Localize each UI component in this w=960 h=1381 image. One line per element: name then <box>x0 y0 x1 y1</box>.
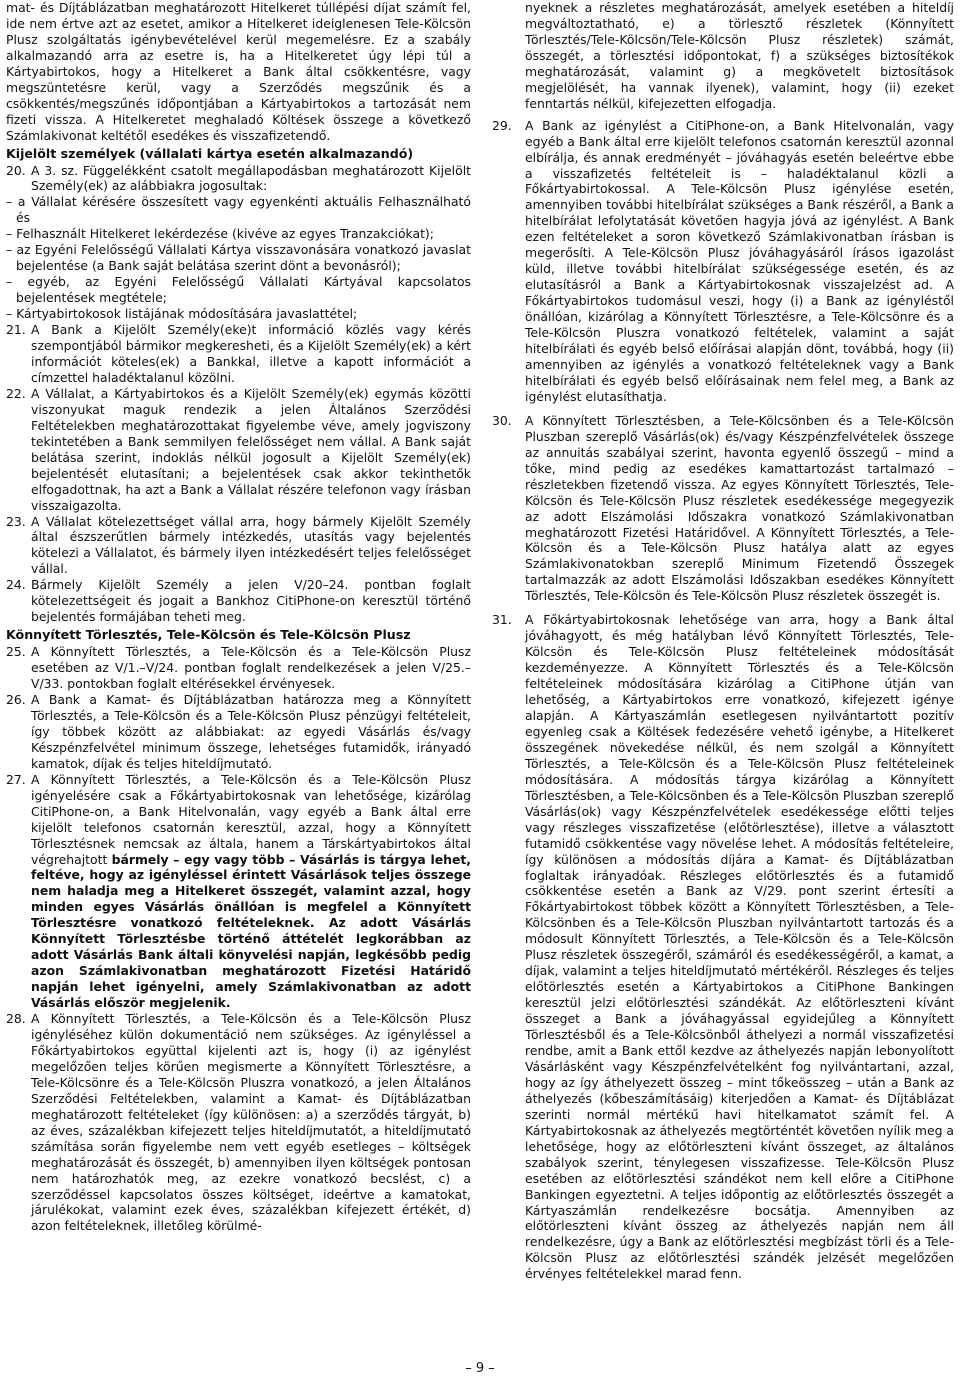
item-number: 22. <box>6 385 26 401</box>
intro-text-1: mat- és Díjtáblázatban meghatározott Hitelkeret túllépési díjat számít fel, ide nem értve azt az esetet, amikor a Hitelkeret ideiglenesen Tele-Kölcsön Plusz szolgáltatás igénybevételével kerül megemelésre. Ez a szabály alkalmazandó arra az esetre is, ha a Hitelkeretet úgy lépi túl a Kártyabirtokos, hogy a Hitelkeret a Bank által csökkentésre, vagy megszüntetésre kerül, vagy a Szerződés megszűnik és a csökkentés/megszűnés időpontjában a Kártyabirtokos a tartozását nem fizeti vissza. <box>6 0 471 127</box>
item-text: A Vállalat kötelezettséget vállal arra, hogy bármely Kijelölt Személy által észszerűtlen bármely intézkedés, utasítás vagy bejelentés kötelezi a Vállalatot, és bármely ilyen intézkedésért teljes felelősséget vállal. <box>31 513 471 577</box>
item-number: 28. <box>6 1011 26 1027</box>
section-heading-konnyitett: Könnyített Törlesztés, Tele-Kölcsön és Tele-Kölcsön Plusz <box>6 627 411 643</box>
bullet-item: – Felhasznált Hitelkeret lekérdezése (kivéve az egyes Tranzakciókat); <box>6 226 434 242</box>
item-number: 26. <box>6 691 26 707</box>
item-text-regular: A Könnyített Törlesztés, a Tele-Kölcsön és a Tele-Kölcsön Plusz igényelésére csak a Főkártyabirtokosnak van lehetősége, kizárólag CitiPhone-on, a Bank Hitelvonalán, vagy egyéb a Bank által erre kijelölt telefonos csatornán keresztül, azzal, hogy a Könnyített Törlesztésnek nemcsak az általa, hanem a Társkártyabirtokos által végrehajtott <box>31 771 471 867</box>
list-item-22 <box>6 386 471 514</box>
list-item-25 <box>6 644 471 692</box>
list-item-28 <box>6 1011 471 1234</box>
list-item-30 <box>492 413 954 604</box>
item-text: A Vállalat, a Kártyabirtokos és a Kijelölt Személy(ek) egymás közötti viszonyukat maguk rendezik a jelen Általános Szerződési Feltételekben meghatározottakat figyelembe véve, amely jogviszony tekintetében a Bank semmilyen felelősséget nem vállal. A Bank saját belátása szerint, indoklás nélkül jogosult a Kijelölt Személy(ek) bejelentését elutasítani; a bejelentések csak akkor tekinthetők elfogadottnak, ha azt a Bank a Vállalat részére telefonon vagy írásban visszaigazolta. <box>31 385 471 513</box>
list-item-29 <box>492 118 954 405</box>
item-text: A Bank a Kijelölt Személy(eke)t információ közlés vagy kérés szempontjából bármikor megkeresheti, és a Kijelölt Személy(ek) a kért információt köteles(ek) a Bankkal, illetve a kapott információt a címzettel haladéktalanul közölni. <box>31 322 471 385</box>
left-column <box>6 0 471 1234</box>
list-item-26 <box>6 692 471 772</box>
item-number: 27. <box>6 771 26 787</box>
bullet-item: – az Egyéni Felelősségű Vállalati Kártya visszavonására vonatkozó javaslat bejelentése (a Bank saját belátása szerint dönt a bevonásról); <box>6 242 471 274</box>
continuation-paragraph: nyeknek a részletes meghatározását, amelyek esetében a hiteldíj megváltoztatható, e) a törlesztő részletek (Könnyített Törlesztés/Tele-Kölcsön/Tele-Kölcsön Plusz részletek) számát, összegét, a törlesztési időpontokat, f) a szükséges biztosítékok meghatározását, valamint g) a megkövetelt biztosítások megjelölését, ha vannak ilyenek), valamint, hogy (ii) ezeket fenntartás nélkül, kifejezetten elfogadja. <box>525 0 954 111</box>
item-text: A 3. sz. Függelékként csatolt megállapodásban meghatározott Kijelölt Személy(ek) az alábbiakra jogosultak: <box>31 162 471 194</box>
item-number: 23. <box>6 513 26 529</box>
list-item-20 <box>6 163 471 195</box>
section-heading-kijelolt: Kijelölt személyek (vállalati kártya esetén alkalmazandó) <box>6 145 414 161</box>
item-number: 21. <box>6 322 26 338</box>
item-text <box>31 772 471 1011</box>
item-number: 24. <box>6 577 26 593</box>
right-column <box>492 0 954 1282</box>
list-item-24 <box>6 577 471 625</box>
item-text: A Főkártyabirtokosnak lehetősége van arra, hogy a Bank által jóváhagyott, és még hatályban lévő Könnyített Törlesztés, Tele-Kölcsön és Tele-Kölcsön Plusz feltételeinek módosítását kezdeményezze. A Könnyített Törlesztés és a Tele-Kölcsön feltételeinek módosítására kizárólag a CitiPhone útján van lehetőség, a Kártyabirtokos erre vonatkozó, kifejezett igénye alapján. A Kártyaszámlán esetlegesen nyilvántartott pozitív egyenleg csak a Költések fedezésére vehető igénybe, a Hitelkeret összegének növekedése nélkül, és nem szolgál a Könnyített Törlesztés, a Tele-Kölcsön és a Tele-Kölcsön Plusz feltételeinek módosítására. A módosítás tárgya kizárólag a Könnyített Törlesztésben, a Tele-Kölcsönben és a Tele-Kölcsön Pluszban szereplő Vásárlás(ok) vagy Készpénzfelvételek esedékessége előtti teljes vagy részleges visszafizetése (előtörlesztése), illetve a választott futamidő csökkentése vagy növelése lehet. A módosítás feltételeire, így különösen a módosítás díjára a Kamat- és Díjtáblázatban foglaltak irányadóak. Részleges előtörlesztés és a futamidő csökkentése esetén a Bank az V/29. pont szerint értesíti a Főkártyabirtokost többek között a Könnyített Törlesztésben, a Tele-Kölcsönben és a Tele-Kölcsön Pluszban nyilvántartott tartozás és a módosult Könnyített Törlesztés, a Tele-Kölcsön és a Tele-Kölcsön Plusz részletek összegéről, számáról és esedékességéről, a kamat, a díjak, valamint a teljes hiteldíjmutató mértékéről. Részleges és teljes előtörlesztés esetén a Kártyabirtokos a CitiPhone Bankingen keresztül jelzi előtörlesztési szándékát. Az előtörleszteni kívánt összeget a Bank a jóváhagyással egyidejűleg a Könnyített Törlesztésből és a Tele-Kölcsönből áthelyezi a normál visszafizetési rendbe, amit a Bank ettől kezdve az áthelyezés napján lebonyolított Vásárlásként vagy Készpénzfelvételként fog nyilvántartani, azzal, hogy az így áthelyezett összeg – mint tőkeösszeg – után a Bank az áthelyezés (kőbeszámításáig) kiterjedően a Kamat- és Díjtáblázat szerinti normál mértékű havi hitelkamatot számít fel. A Kártyabirtokosnak az áthelyezés megtörténtét követően nyílik meg a lehetősége, hogy az előtörleszteni kívánt összeget, az általános szabályok szerint, ténylegesen visszafizesse. Tele-Kölcsön Plusz esetében az előtörlesztési szándékot nem kell előre a CitiPhone Bankingen egyeztetni. A teljes időpontig az előtörlesztés összegét a Kártyaszámlán rendelkezésre bocsátja. Amennyiben az előtörleszteni kívánt összeg az áthelyezés napján nem áll rendelkezésre, úgy a Bank az előtörlesztési megbízást törli és a Tele-Kölcsön Plusz az előtörlesztési szándék jelzését megelőzően érvényes feltételekkel marad fenn. <box>525 612 954 1282</box>
list-item-23 <box>6 514 471 578</box>
item-number: 25. <box>6 644 26 660</box>
page-number: – 9 – <box>465 1361 495 1376</box>
item-text-bold: bármely – egy vagy több – Vásárlás is tárgya lehet, feltéve, hogy az igényléssel érintett Vásárlások teljes összege nem haladja meg a Hitelkeret összegét, valamint azzal, hogy minden egyes Vásárlás önállóan is megfelel a Könnyített Törlesztésre vonatkozó feltételeknek. Az adott Vásárlás Könnyített Törlesztésbe történő áttételét legkorábban az adott Vásárlás Bank általi könyvelési napján, legkésőbb pedig azon Számlakivonatban meghatározott Fizetési Határidő napján lehet igényelni, amely Számlakivonatban az adott Vásárlás először megjelenik. <box>31 851 471 1011</box>
item-number: 29. <box>492 117 512 133</box>
item-text: A Könnyített Törlesztés, a Tele-Kölcsön és a Tele-Kölcsön Plusz igényléséhez külön dokumentáció nem szükséges. Az igényléssel a Főkártyabirtokos együttal kijelenti azt is, hogy (i) az igénylést megelőzően teljes körűen megismerte a Könnyített Törlesztésre, a Tele-Kölcsönre és a Tele-Kölcsön Pluszra vonatkozó, a jelen Általános Szerződési Feltételekben, valamint a Kamat- és Díjtáblázatban meghatározott feltételeket (így különösen: a) a szerződés tárgyát, b) az éves, százalékban kifejezett teljes hiteldíjmutatót, a hiteldíjmutató számítása során figyelembe nem vett egyéb esetleges – költségek meghatározását és összegét, b) amennyiben ilyen költségek pontosan nem határozhatók meg, az ezekre vonatkozó becslést, c) a szerződéssel kapcsolatos összes költséget, ideértve a kamatokat, járulékokat, valamint ezek éves, százalékban kifejezett értékét, d) azon feltételeknek, illetőleg körülmé- <box>31 1011 471 1234</box>
intro-paragraph <box>6 0 471 144</box>
bullet-item: – a Vállalat kérésére összesített vagy egyenkénti aktuális Felhasználható és <box>6 194 471 226</box>
bullet-list <box>6 194 471 322</box>
item-text: A Bank az igénylést a CitiPhone-on, a Bank Hitelvonalán, vagy egyéb a Bank által erre kijelölt telefonos csatornán keresztül azonnal elbírálja, és annak eredményét – jóváhagyás esetén beleértve ebbe a visszafizetés feltételeit is – haladéktalanul közli a Főkártyabirtokossal. A Tele-Kölcsön Plusz igénylése esetén, amennyiben további hitelbírálat szükséges a Bank részéről, a Bank a hitelbírálat lefolytatását követően hagyja jóvá az igénylést. A Bank ezen feltételeket a soron következő Számlakivonatban írásban is megerősíti. A Tele-Kölcsön Plusz jóváhagyásáról írásos igazolást küld, illetve további hitelbírálat szükségessége esetén, és az elutasításról a Bank a Kártyabirtokosnak visszajelzést ad. A Főkártyabirtokos tudomásul veszi, hogy (i) a Bank az igényléstől önállóan, kizárólag a Könnyített Törlesztésre, a Tele-Kölcsönre és a Tele-Kölcsön Pluszra vonatkozó feltételek, valamint a saját hitelbírálati és egyéb belső előírásai alapján dönt, továbbá, hogy (ii) amennyiben az igénylés a vonatkozó feltételeknek vagy a Bank hitelbírálati és egyéb belső előírásainak nem felel meg, a Bank az igénylést elutasíthatja. <box>525 117 954 404</box>
item-number: 20. <box>6 162 26 178</box>
item-text: Bármely Kijelölt Személy a jelen V/20–24. pontban foglalt kötelezettségeit és jogait a Bankhoz CitiPhone-on keresztül történő bejelentés formájában teheti meg. <box>31 577 471 625</box>
item-number: 30. <box>492 412 512 428</box>
list-item-27 <box>6 772 471 1011</box>
list-item-21 <box>6 322 471 386</box>
list-item-31 <box>492 612 954 1282</box>
item-text: A Könnyített Törlesztésben, a Tele-Kölcsönben és a Tele-Kölcsön Pluszban szereplő Vásárlás(ok) és/vagy Készpénzfelvételek összege az annuitás szabályai szerint, havonta egyenlő összegű – mind a tőke, mind pedig az esedékes kamattartozást tartalmazó – részletekben fizetendő vissza. Az egyes Könnyített Törlesztés, Tele-Kölcsön és Tele-Kölcsön Plusz részletek esedékessége megegyezik az adott Elszámolási Időszakra vonatkozó Számlakivonatban meghatározott Fizetési Határidővel. A Könnyített Törlesztés, a Tele-Kölcsön és a Tele-Kölcsön Plusz hatálya alatt az egyes Számlakivonatokban szereplő Minimum Fizetendő Összegek tartalmazzák az adott Elszámolási Időszakban esedékes Könnyített Törlesztés, Tele-Kölcsön és Tele-Kölcsön Plusz részletek összegét is. <box>525 412 954 604</box>
item-number: 31. <box>492 612 512 628</box>
item-text: A Könnyített Törlesztés, a Tele-Kölcsön és a Tele-Kölcsön Plusz esetében az V/1.–V/24. pontban foglalt rendelkezések a jelen V/25.–V/33. pontokban foglalt eltérésekkel érvényesek. <box>31 644 471 692</box>
intro-text-2: A Hitelkeretet meghaladó Költések összege a következő Számlakivonat keltétől esedékes és visszafizetendő. <box>6 111 471 143</box>
item-text: A Bank a Kamat- és Díjtáblázatban határozza meg a Könnyített Törlesztés, a Tele-Kölcsön és a Tele-Kölcsön Plusz pénzügyi feltételeit, így többek között az alábbiakat: az egyedi Vásárlás és/vagy Készpénzfelvétel minimum összege, lehetséges futamidők, irányadó kamatok, díjak és teljes hiteldíjmutató. <box>31 691 471 771</box>
bullet-item: – egyéb, az Egyéni Felelősségű Vállalati Kártyával kapcsolatos bejelentések megtétele; <box>6 274 471 306</box>
bullet-item: – Kártyabirtokosok listájának módosítására javaslattétel; <box>6 306 358 322</box>
